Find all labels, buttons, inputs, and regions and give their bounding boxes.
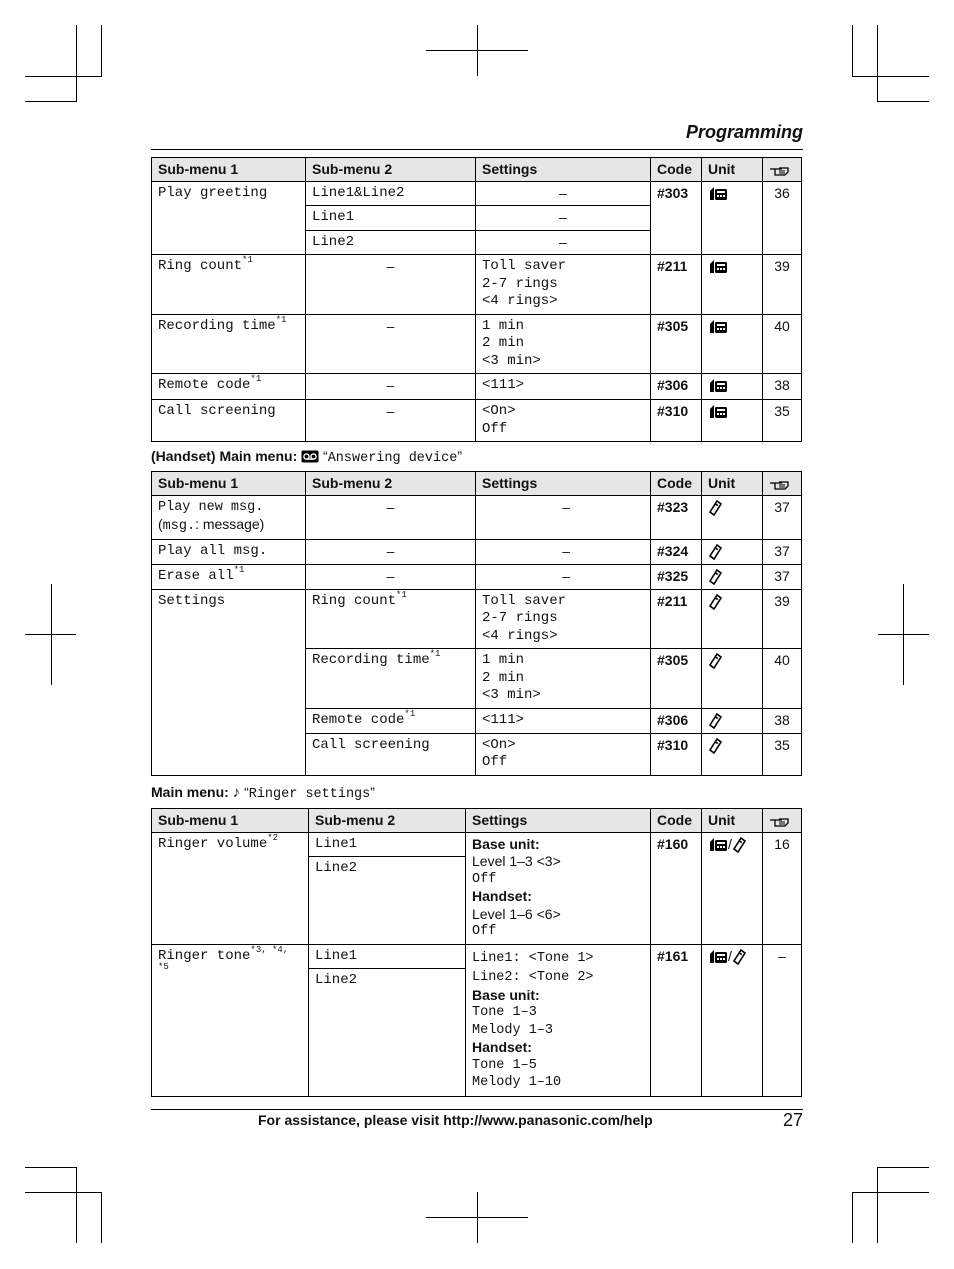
cell-ref: 38 (763, 374, 802, 400)
cell-sub1: Play all msg. (152, 539, 306, 564)
cell-sub2: Line1 (306, 206, 476, 231)
cell-code: #160 (651, 832, 702, 944)
cell-code: #310 (651, 400, 702, 442)
handset-icon (702, 539, 763, 564)
table-row (152, 495, 802, 539)
cell-sub2: Call screening (306, 733, 476, 775)
cell-ref: 36 (763, 181, 802, 255)
col-header: Unit (702, 809, 763, 833)
hand-icon (763, 472, 802, 496)
cell-settings: 1 min 2 min <3 min> (476, 314, 651, 374)
cell-sub1: Play new msg. (msg.: message) (152, 495, 306, 539)
base-unit-icon (702, 181, 763, 255)
cell-sub1: Call screening (152, 400, 306, 442)
cell-code: #305 (651, 649, 702, 709)
handset-icon (702, 733, 763, 775)
cell-sub1: Settings (152, 589, 306, 775)
col-header: Code (651, 472, 702, 496)
cell-sub1: Remote code$^{*1}$ (152, 374, 306, 400)
cell-sub1: Ringer tone$^{*3, *4, *5}$ (152, 944, 309, 1097)
hand-icon (763, 809, 802, 833)
base-handset-icons: / (702, 832, 763, 944)
cell-sub1: Erase all$^{*1}$ (152, 564, 306, 589)
header-rule (151, 149, 803, 150)
cell-code: #325 (651, 564, 702, 589)
menu-label-answering: (Handset) Main menu: “Answering device” (151, 448, 462, 466)
cell-code: #324 (651, 539, 702, 564)
col-header: Sub-menu 1 (152, 472, 306, 496)
table-row (152, 539, 802, 564)
cell-sub2: Line2 (309, 969, 466, 1097)
col-header: Unit (702, 472, 763, 496)
col-header: Sub-menu 1 (152, 158, 306, 182)
cell-sub2: Ring count$^{*1}$ (306, 589, 476, 649)
cell-sub2: – (306, 539, 476, 564)
cell-settings: – (476, 230, 651, 255)
cell-sub2: – (306, 495, 476, 539)
cell-ref: 39 (763, 255, 802, 315)
cell-ref: 37 (763, 539, 802, 564)
cell-sub2: – (306, 374, 476, 400)
cell-settings: <111> (476, 374, 651, 400)
cell-sub2: Line2 (309, 857, 466, 944)
cell-sub1: Ring count$^{*1}$ (152, 255, 306, 315)
cell-sub2: – (306, 564, 476, 589)
cell-settings: 1 min 2 min <3 min> (476, 649, 651, 709)
col-header: Settings (466, 809, 651, 833)
cell-sub2: Line1 (309, 944, 466, 969)
col-header: Sub-menu 2 (309, 809, 466, 833)
cell-ref: 37 (763, 564, 802, 589)
col-header: Sub-menu 2 (306, 472, 476, 496)
table-row (152, 832, 802, 857)
cell-sub1: Ringer volume$^{*2}$ (152, 832, 309, 944)
table-row (152, 589, 802, 649)
table-row (152, 400, 802, 442)
col-header: Sub-menu 2 (306, 158, 476, 182)
cell-sub2: – (306, 400, 476, 442)
cell-ref: 38 (763, 708, 802, 733)
footer-rule (151, 1109, 803, 1110)
table-header-row (152, 809, 802, 833)
cell-code: #306 (651, 374, 702, 400)
cell-code: #211 (651, 255, 702, 315)
handset-icon (702, 564, 763, 589)
cell-settings: <On> Off (476, 733, 651, 775)
table-handset-answering (151, 471, 802, 776)
section-title: Programming (685, 122, 803, 142)
cell-code: #211 (651, 589, 702, 649)
handset-icon (702, 495, 763, 539)
cell-sub2: Line2 (306, 230, 476, 255)
table-row (152, 314, 802, 374)
base-unit-icon (702, 255, 763, 315)
cell-settings: <111> (476, 708, 651, 733)
table-row (152, 255, 802, 315)
cell-ref: 37 (763, 495, 802, 539)
answering-device-icon (301, 450, 319, 466)
table-row (152, 181, 802, 206)
cell-sub1: Play greeting (152, 181, 306, 255)
cell-settings: – (476, 495, 651, 539)
col-header: Sub-menu 1 (152, 809, 309, 833)
table-header-row (152, 158, 802, 182)
col-header: Settings (476, 472, 651, 496)
table-header-row (152, 472, 802, 496)
cell-code: #310 (651, 733, 702, 775)
cell-sub2: – (306, 255, 476, 315)
music-note-icon: ♪ (232, 784, 241, 801)
cell-sub2: Remote code$^{*1}$ (306, 708, 476, 733)
cell-code: #161 (651, 944, 702, 1097)
cell-ref: 39 (763, 589, 802, 649)
cell-ref: – (763, 944, 802, 1097)
base-handset-icons: / (702, 944, 763, 1097)
cell-code: #306 (651, 708, 702, 733)
cell-code: #305 (651, 314, 702, 374)
cell-settings: Line1: <Tone 1> Line2: <Tone 2> Base unit: Tone 1–3 Melody 1–3 Handset: Tone 1–5 Melody 1–10 (466, 944, 651, 1097)
table-row (152, 564, 802, 589)
table-ringer (151, 808, 802, 1097)
cell-sub2: Line1 (309, 832, 466, 857)
cell-sub2: Line1&Line2 (306, 181, 476, 206)
col-header: Code (651, 809, 702, 833)
cell-settings: <On> Off (476, 400, 651, 442)
cell-sub2: Recording time$^{*1}$ (306, 649, 476, 709)
cell-settings: – (476, 539, 651, 564)
base-unit-icon (702, 400, 763, 442)
table-row (152, 374, 802, 400)
cell-settings: – (476, 564, 651, 589)
cell-ref: 35 (763, 733, 802, 775)
base-unit-icon (702, 374, 763, 400)
cell-ref: 16 (763, 832, 802, 944)
cell-sub1: Recording time$^{*1}$ (152, 314, 306, 374)
menu-label-ringer: Main menu: ♪ “Ringer settings” (151, 784, 375, 802)
cell-ref: 40 (763, 649, 802, 709)
base-unit-icon (702, 314, 763, 374)
footer-help-text: For assistance, please visit http://www.panasonic.com/help (258, 1112, 653, 1128)
cell-settings: Toll saver 2-7 rings <4 rings> (476, 589, 651, 649)
cell-code: #323 (651, 495, 702, 539)
handset-icon (702, 708, 763, 733)
cell-sub2: – (306, 314, 476, 374)
cell-ref: 35 (763, 400, 802, 442)
col-header: Code (651, 158, 702, 182)
cell-settings: Base unit: Level 1–3 <3> Off Handset: Level 1–6 <6> Off (466, 832, 651, 944)
handset-icon (702, 649, 763, 709)
col-header: Settings (476, 158, 651, 182)
handset-icon (702, 589, 763, 649)
cell-ref: 40 (763, 314, 802, 374)
cell-code: #303 (651, 181, 702, 255)
cell-settings: Toll saver 2-7 rings <4 rings> (476, 255, 651, 315)
table-row (152, 944, 802, 969)
hand-icon (763, 158, 802, 182)
cell-settings: – (476, 181, 651, 206)
cell-settings: – (476, 206, 651, 231)
col-header: Unit (702, 158, 763, 182)
table-base-answering (151, 157, 802, 442)
page-number: 27 (782, 1110, 803, 1130)
